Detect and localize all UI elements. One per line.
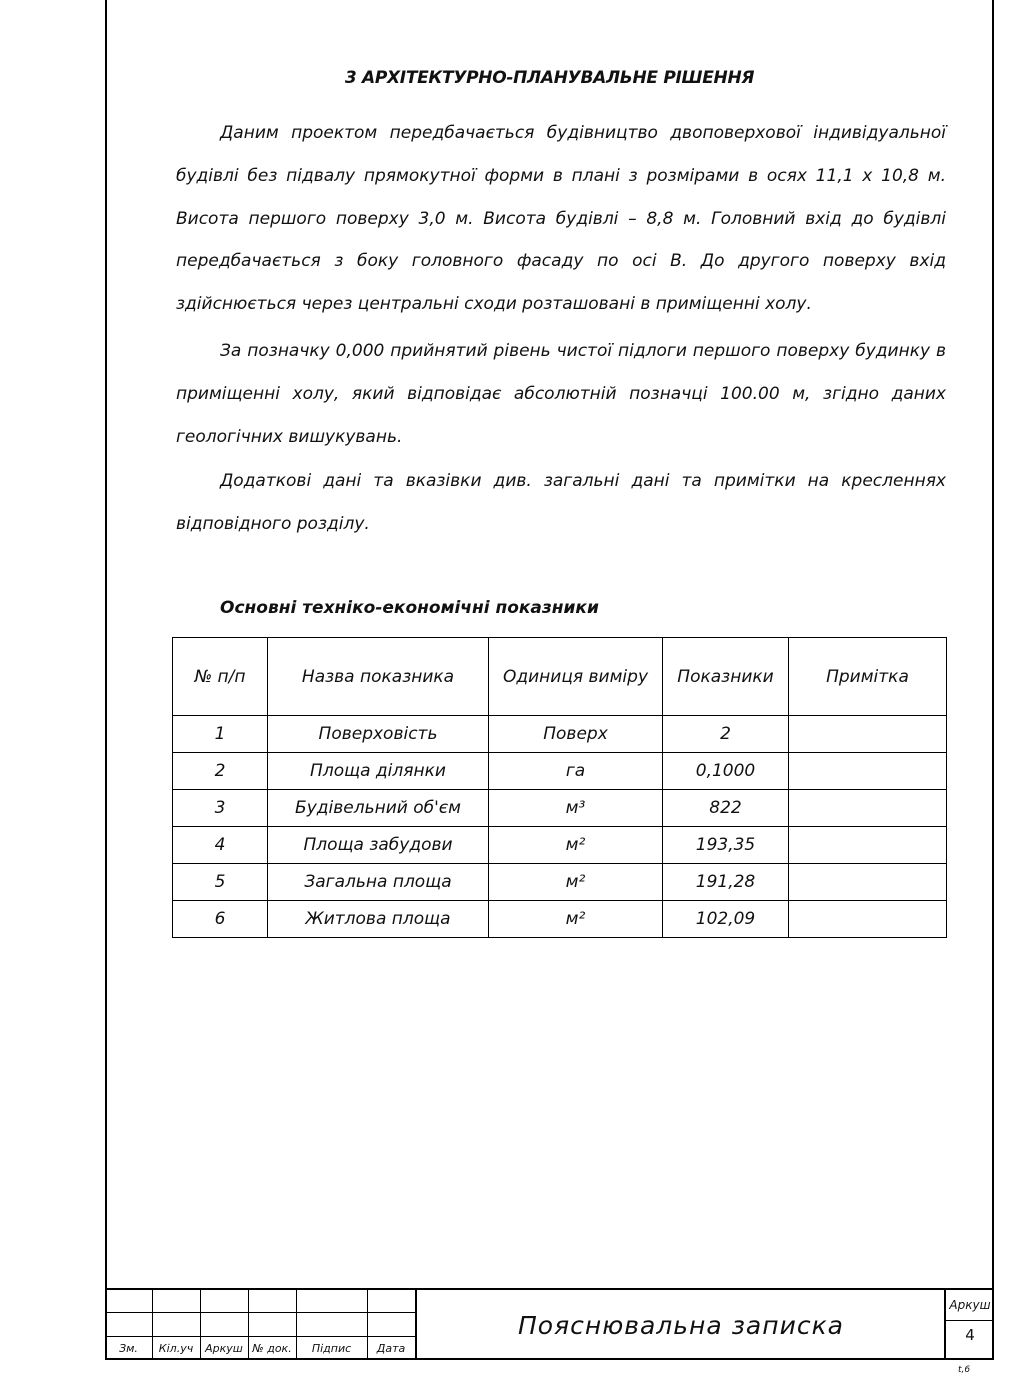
table-title: Основні техніко-економічні показники (220, 598, 599, 618)
document-title: Пояснювальна записка (415, 1290, 945, 1360)
cell-value: 193,35 (663, 827, 789, 864)
table-row (173, 753, 947, 790)
cell-number: 2 (173, 753, 268, 790)
sheet-number: 4 (965, 1326, 975, 1344)
indicators-table (172, 637, 947, 938)
table-row (173, 827, 947, 864)
section-heading: 3 АРХІТЕКТУРНО-ПЛАНУВАЛЬНЕ РІШЕННЯ (344, 68, 755, 88)
cell-unit: м² (489, 827, 663, 864)
cell-name: Загальна площа (268, 864, 489, 901)
cell-name: Поверховість (268, 716, 489, 753)
table-row (173, 790, 947, 827)
cell-note (789, 753, 947, 790)
cell-name: Площа ділянки (268, 753, 489, 790)
label-date: Дата (376, 1342, 406, 1355)
cell-value: 822 (663, 790, 789, 827)
sheet-label: Аркуш (946, 1298, 994, 1321)
cell-value: 102,09 (663, 901, 789, 938)
cell-note (789, 901, 947, 938)
cell-note (789, 827, 947, 864)
cell-name: Будівельний об'єм (268, 790, 489, 827)
cell-unit: м² (489, 864, 663, 901)
corner-mark: t,6 (958, 1365, 971, 1375)
label-sheet: Аркуш (205, 1342, 243, 1355)
cell-value: 0,1000 (663, 753, 789, 790)
header-number: № п/п (173, 638, 268, 716)
title-block (105, 1288, 994, 1360)
cell-value: 191,28 (663, 864, 789, 901)
cell-number: 3 (173, 790, 268, 827)
header-note: Примітка (789, 638, 947, 716)
cell-note (789, 864, 947, 901)
cell-value: 2 (663, 716, 789, 753)
cell-name: Площа забудови (268, 827, 489, 864)
header-value: Показники (663, 638, 789, 716)
cell-unit: га (489, 753, 663, 790)
sheet-box (944, 1290, 994, 1360)
cell-unit: м² (489, 901, 663, 938)
cell-number: 5 (173, 864, 268, 901)
table-row (173, 901, 947, 938)
cell-note (789, 790, 947, 827)
cell-unit: Поверх (489, 716, 663, 753)
table-header-row (173, 638, 947, 716)
header-unit: Одиниця виміру (489, 638, 663, 716)
cell-number: 6 (173, 901, 268, 938)
label-signature: Підпис (311, 1342, 352, 1355)
title-block-grid (105, 1290, 415, 1360)
cell-name: Житлова площа (268, 901, 489, 938)
cell-number: 4 (173, 827, 268, 864)
paragraph-2: За позначку 0,000 прийнятий рівень чистої підлоги першого поверху будинку в приміщенні холу, який відповідає абсолютній позначці 100.00 м, згідно даних геологічних вишукувань. (176, 341, 946, 447)
paragraph-1: Даним проектом передбачається будівництво двоповерхової індивідуальної будівлі без підвалу прямокутної форми в плані з розмірами в осях 11,1 х 10,8 м. Висота першого поверху 3,0 м. Висота будівлі – 8,8 м. Головний вхід до будівлі передбачається з боку головного фасаду по осі В. До другого поверху вхід здійснюється через центральні сходи розташовані в приміщенні холу. (176, 123, 946, 315)
cell-unit: м³ (489, 790, 663, 827)
paragraph-3: Додаткові дані та вказівки див. загальні дані та примітки на кресленнях відповідного розділу. (176, 471, 946, 534)
label-count: Кіл.уч (158, 1342, 194, 1355)
label-doc-number: № док. (252, 1342, 292, 1355)
label-change: Зм. (119, 1342, 138, 1355)
cell-number: 1 (173, 716, 268, 753)
cell-note (789, 716, 947, 753)
table-row (173, 716, 947, 753)
header-name: Назва показника (268, 638, 489, 716)
table-row (173, 864, 947, 901)
